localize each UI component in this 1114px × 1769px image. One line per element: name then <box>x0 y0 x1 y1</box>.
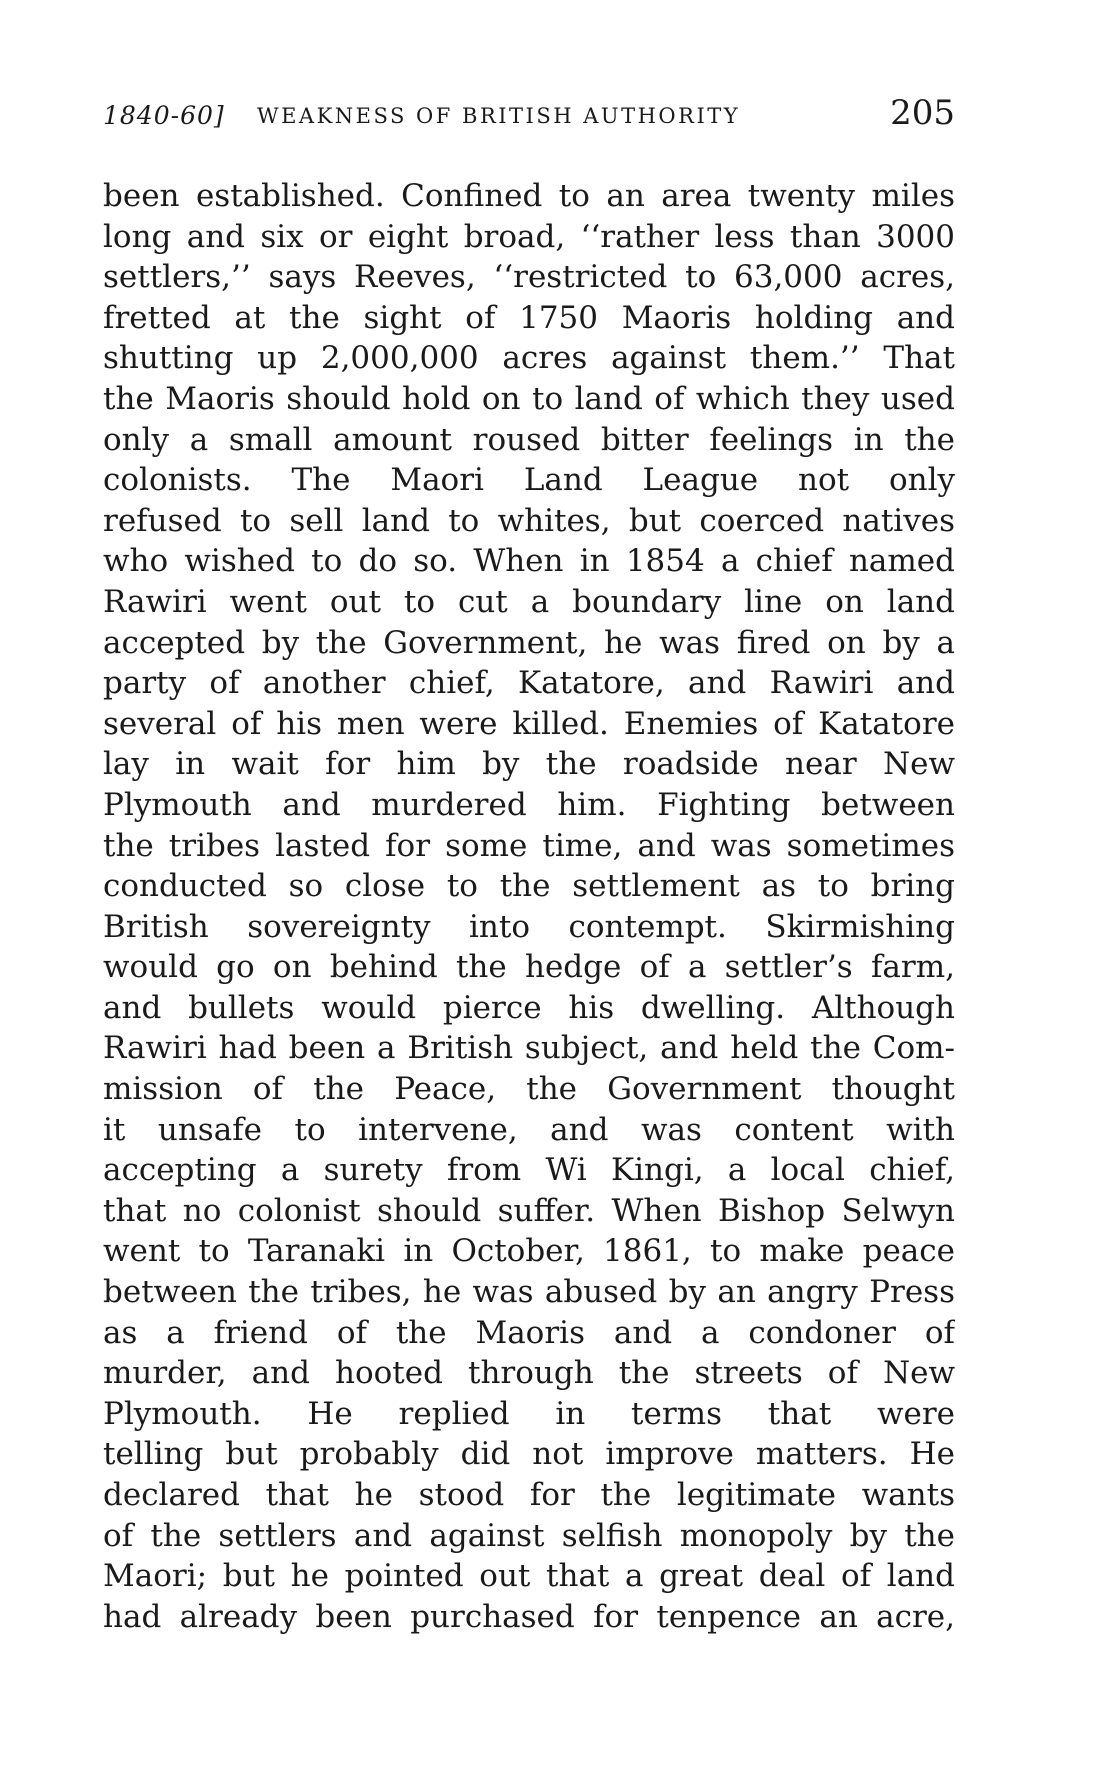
text-line: as a friend of the Maoris and a condoner of <box>103 1314 955 1351</box>
text-line: lay in wait for him by the roadside near New <box>103 746 955 783</box>
text-line: mission of the Peace, the Government thought <box>103 1071 955 1108</box>
body-paragraph <box>103 176 955 1637</box>
text-line: accepted by the Government, he was fired on by a <box>103 624 955 661</box>
text-line: Plymouth. He replied in terms that were <box>103 1395 955 1432</box>
text-line: British sovereignty into contempt. Skirmishing <box>103 908 955 945</box>
text-line: Rawiri went out to cut a boundary line on land <box>103 583 955 620</box>
text-line: who wished to do so. When in 1854 a chief named <box>103 543 955 580</box>
text-line: been established. Confined to an area twenty miles <box>103 178 955 214</box>
date-range: 1840-60] <box>103 101 225 130</box>
text-line: of the settlers and against selfish monopoly by the <box>103 1517 955 1554</box>
text-line: accepting a surety from Wi Kingi, a local chief, <box>103 1152 955 1189</box>
text-line: the tribes lasted for some time, and was sometimes <box>103 827 955 864</box>
text-line: the Maoris should hold on to land of which they used <box>103 380 955 417</box>
text-line: it unsafe to intervene, and was content with <box>103 1111 955 1148</box>
text-line: went to Taranaki in October, 1861, to make peace <box>103 1233 955 1270</box>
page-number: 205 <box>890 93 955 133</box>
text-line: Plymouth and murdered him. Fighting between <box>103 786 955 823</box>
text-line: several of his men were killed. Enemies of Katatore <box>103 705 955 742</box>
text-line: fretted at the sight of 1750 Maoris holding and <box>103 299 955 336</box>
text-line: party of another chief, Katatore, and Rawiri and <box>103 665 955 702</box>
running-title: WEAKNESS OF BRITISH AUTHORITY <box>257 104 741 128</box>
text-line: long and six or eight broad, ‘‘rather less than 3000 <box>103 218 955 255</box>
text-line: declared that he stood for the legitimate wants <box>103 1477 955 1513</box>
text-line: between the tribes, he was abused by an angry Press <box>103 1274 955 1311</box>
text-line: colonists. The Maori Land League not only <box>103 462 955 499</box>
text-line: murder, and hooted through the streets of New <box>103 1355 955 1392</box>
text-line: only a small amount roused bitter feelings in the <box>103 421 955 458</box>
text-line: and bullets would pierce his dwelling. Although <box>103 989 955 1026</box>
text-line: Maori; but he pointed out that a great deal of land <box>103 1558 955 1595</box>
text-line: that no colonist should suffer. When Bishop Selwyn <box>103 1192 955 1229</box>
text-line: conducted so close to the settlement as to bring <box>103 868 955 905</box>
running-head <box>103 93 955 133</box>
text-line: had already been purchased for tenpence an acre, <box>103 1598 955 1635</box>
text-line: Rawiri had been a British subject, and held the Com- <box>103 1030 955 1067</box>
text-line: settlers,’’ says Reeves, ‘‘restricted to 63,000 acres, <box>103 259 955 296</box>
text-line: shutting up 2,000,000 acres against them.’’ That <box>103 340 955 377</box>
text-line: refused to sell land to whites, but coerced natives <box>103 502 955 539</box>
text-line: would go on behind the hedge of a settler’s farm, <box>103 949 955 986</box>
text-line: telling but probably did not improve matters. He <box>103 1436 955 1473</box>
